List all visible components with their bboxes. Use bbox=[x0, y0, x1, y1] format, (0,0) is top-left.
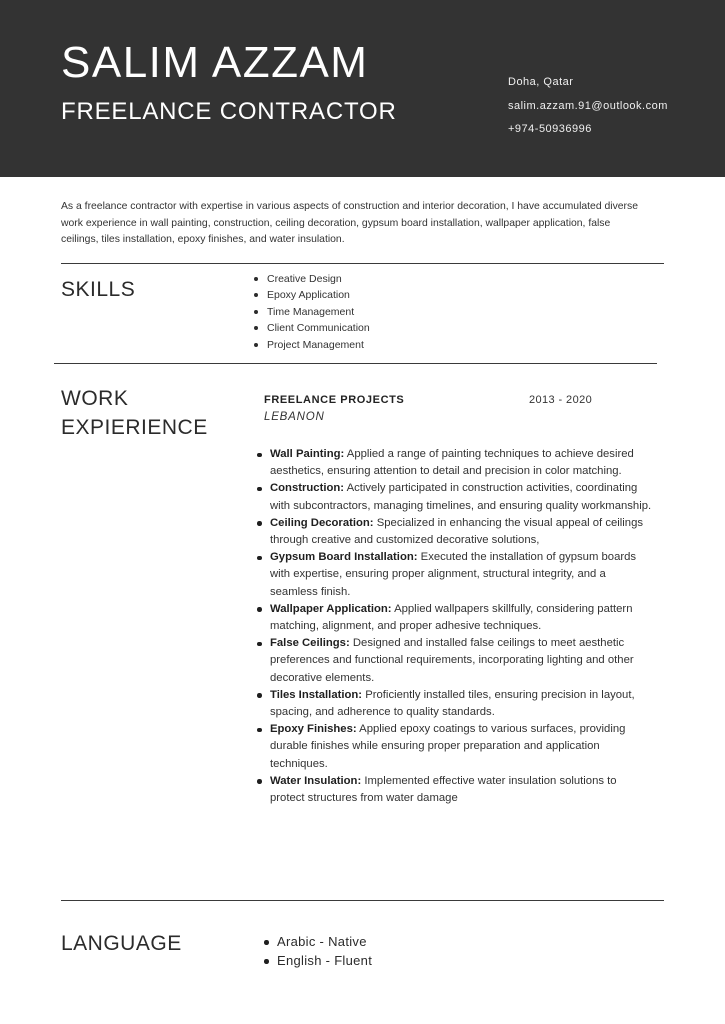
contact-email: salim.azzam.91@outlook.com bbox=[508, 100, 668, 112]
duty-text: Implemented effective water insulation solutions to protect structures from water damage bbox=[270, 774, 617, 805]
job-title: FREELANCE PROJECTS bbox=[264, 394, 405, 406]
duty-item bbox=[257, 549, 652, 601]
skill-item: Client Communication bbox=[254, 320, 370, 336]
duty-text: Applied a range of painting techniques to achieve desired aesthetics, ensuring attention to detail and precision in color matching. bbox=[270, 448, 634, 478]
duty-text: Proficiently installed tiles, ensuring precision in layout, spacing, and adherence to quality standards. bbox=[270, 688, 635, 719]
duty-item bbox=[257, 635, 652, 687]
skill-item: Epoxy Application bbox=[254, 287, 370, 303]
candidate-role: FREELANCE CONTRACTOR bbox=[61, 98, 397, 125]
duty-label: Water Insulation: bbox=[270, 774, 362, 787]
language-item: English - Fluent bbox=[264, 951, 372, 970]
divider-language bbox=[61, 900, 664, 901]
duty-label: Tiles Installation: bbox=[270, 688, 363, 701]
duty-item bbox=[257, 721, 652, 773]
duty-text: Applied epoxy coatings to various surfaces, providing durable finishes while ensuring proper preparation and application techniques. bbox=[270, 723, 626, 770]
duty-item bbox=[257, 515, 652, 549]
job-dates: 2013 - 2020 bbox=[529, 394, 593, 406]
language-item: Arabic - Native bbox=[264, 932, 372, 951]
job-location: LEBANON bbox=[264, 411, 325, 423]
duty-item bbox=[257, 687, 652, 721]
duty-item bbox=[257, 773, 652, 807]
skill-item: Time Management bbox=[254, 304, 370, 320]
duty-text: Applied wallpapers skillfully, considering pattern matching, alignment, and proper adhesive techniques. bbox=[270, 602, 633, 633]
duty-label: Ceiling Decoration: bbox=[270, 516, 374, 529]
skills-title: SKILLS bbox=[61, 278, 136, 301]
skills-list bbox=[254, 271, 370, 353]
duty-label: Epoxy Finishes: bbox=[270, 723, 357, 736]
duty-label: Wall Painting: bbox=[270, 448, 345, 460]
divider-work bbox=[54, 363, 657, 364]
divider-skills bbox=[61, 263, 664, 264]
duty-item bbox=[257, 480, 652, 514]
contact-phone: +974-50936996 bbox=[508, 123, 592, 135]
job-duties-list bbox=[257, 446, 652, 807]
duty-item bbox=[257, 446, 652, 480]
skill-item: Project Management bbox=[254, 337, 370, 353]
duty-label: Gypsum Board Installation: bbox=[270, 551, 418, 564]
profile-summary: As a freelance contractor with expertise in various aspects of construction and interior decoration, I have accumulated diverse work experience in wall painting, construction, ceiling decoration, gypsum board installation, wallpaper application, false ceilings, tiles installation, epoxy finishes, and water insulation. bbox=[61, 201, 638, 245]
duty-text: Executed the installation of gypsum boards with expertise, ensuring proper alignment, structural integrity, and a seamless finish. bbox=[270, 551, 637, 598]
candidate-name: SALIM AZZAM bbox=[61, 38, 369, 87]
resume-header bbox=[0, 0, 725, 177]
duty-label: Wallpaper Application: bbox=[270, 602, 392, 615]
contact-location: Doha, Qatar bbox=[508, 76, 574, 88]
duty-label: False Ceilings: bbox=[270, 637, 350, 650]
duty-text: Designed and installed false ceilings to meet aesthetic preferences and functional requirements, incorporating lighting and other decorative elements. bbox=[270, 637, 634, 684]
duty-label: Construction: bbox=[270, 482, 345, 495]
work-title-line-1: WORK bbox=[61, 387, 129, 410]
work-experience-title bbox=[61, 384, 241, 442]
work-title-line-2: EXPIERIENCE bbox=[61, 416, 208, 439]
skill-item: Creative Design bbox=[254, 271, 370, 287]
language-list bbox=[264, 932, 372, 970]
language-title: LANGUAGE bbox=[61, 932, 182, 955]
duty-text: Actively participated in construction activities, coordinating with subcontractors, managing timelines, and ensuring quality workmanship. bbox=[270, 482, 652, 512]
duty-item bbox=[257, 601, 652, 635]
duty-text: Specialized in enhancing the visual appeal of ceilings through creative and customized decorative solutions, bbox=[270, 516, 643, 547]
